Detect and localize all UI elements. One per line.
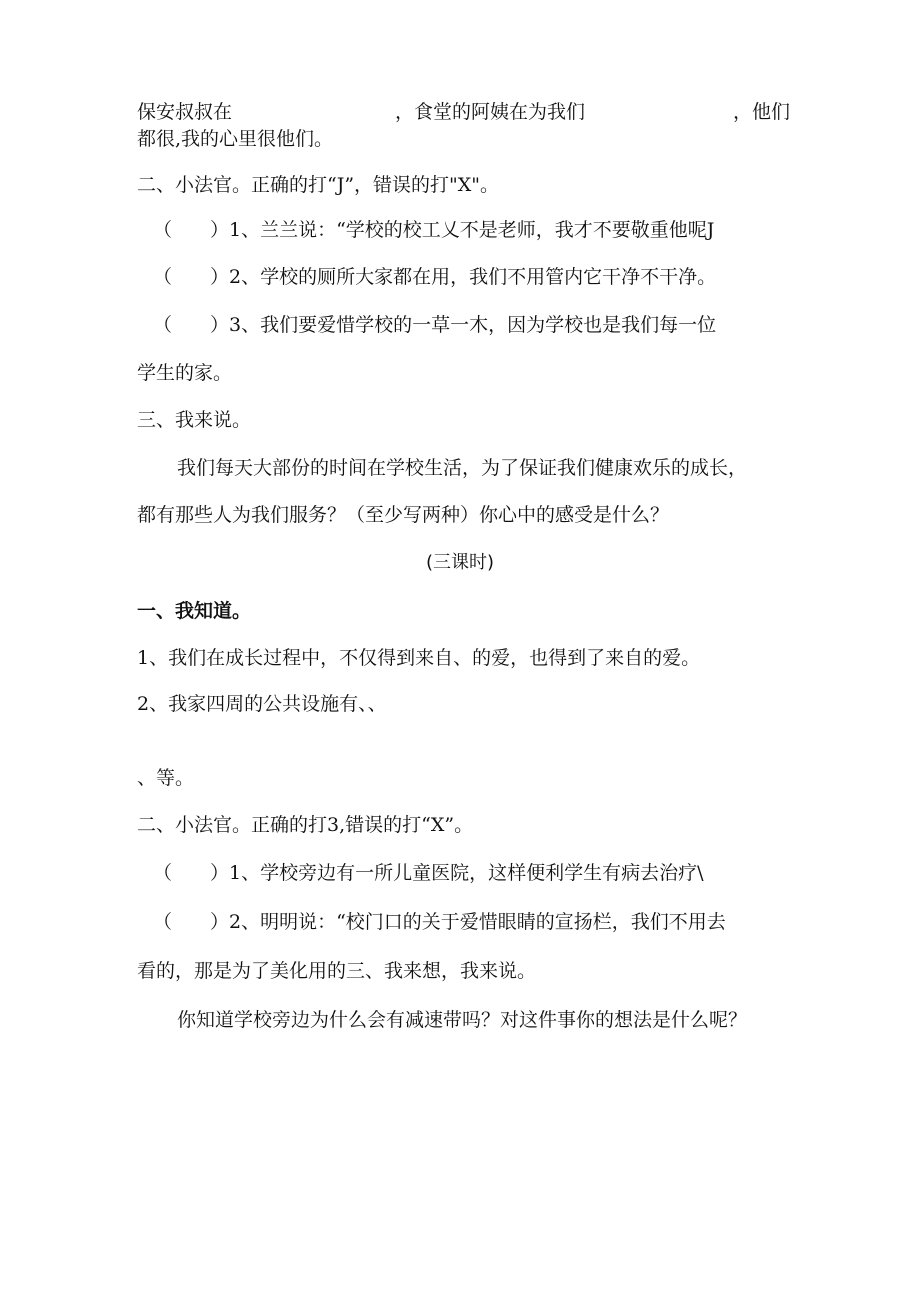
judge-title-a: 二、小法官。正确的打“J”，错误的打"X"。 (137, 174, 500, 196)
speak-title: 三、我来说。 (137, 409, 252, 431)
know-title: 一、我知道。 (137, 600, 252, 622)
fill-line-part2: ，食堂的阿姨在为我们 (395, 101, 586, 123)
judge-item-a1: （ ）1、兰兰说：“学校的校工乂不是老师，我才不要敬重他呢J (153, 219, 715, 241)
question-para: 你知道学校旁边为什么会有减速带吗？对这件事你的想法是什么呢？ (177, 1009, 748, 1031)
fill-line-part1: 保安叔叔在 (137, 101, 233, 123)
know-item-2: 2、我家四周的公共设施有、、 (137, 693, 387, 715)
judge-item-b1: （ ）1、学校旁边有一所儿童医院，这样便利学生有病去治疗\ (153, 862, 704, 884)
speak-para-line1: 我们每天大部份的时间在学校生活，为了保证我们健康欢乐的成长， (177, 457, 748, 479)
judge-item-a2: （ ）2、学校的厕所大家都在用，我们不用管内它干净不干净。 (153, 266, 717, 288)
judge-item-a3-cont: 学生的家。 (137, 362, 233, 384)
judge-item-b2-cont: 看的，那是为了美化用的三、我来想，我来说。 (137, 960, 537, 982)
judge-item-a3: （ ）3、我们要爱惜学校的一草一木，因为学校也是我们每一位 (153, 314, 717, 336)
speak-para-line2: 都有那些人为我们服务？（至少写两种）你心中的感受是什么？ (137, 504, 670, 526)
know-item-2-cont: 、等。 (137, 767, 195, 789)
know-item-1: 1、我们在成长过程中，不仅得到来自、的爱，也得到了来自的爱。 (137, 647, 701, 669)
fill-line-cont: 都很,我的心里很他们。 (137, 128, 334, 150)
fill-line-part3: ，他们 (733, 101, 791, 123)
lesson-heading: (三课时) (425, 552, 495, 573)
judge-title-b: 二、小法官。正确的打3,错误的打“X”。 (137, 814, 474, 836)
judge-item-b2: （ ）2、明明说：“校门口的关于爱惜眼睛的宣扬栏，我们不用去 (153, 911, 726, 933)
